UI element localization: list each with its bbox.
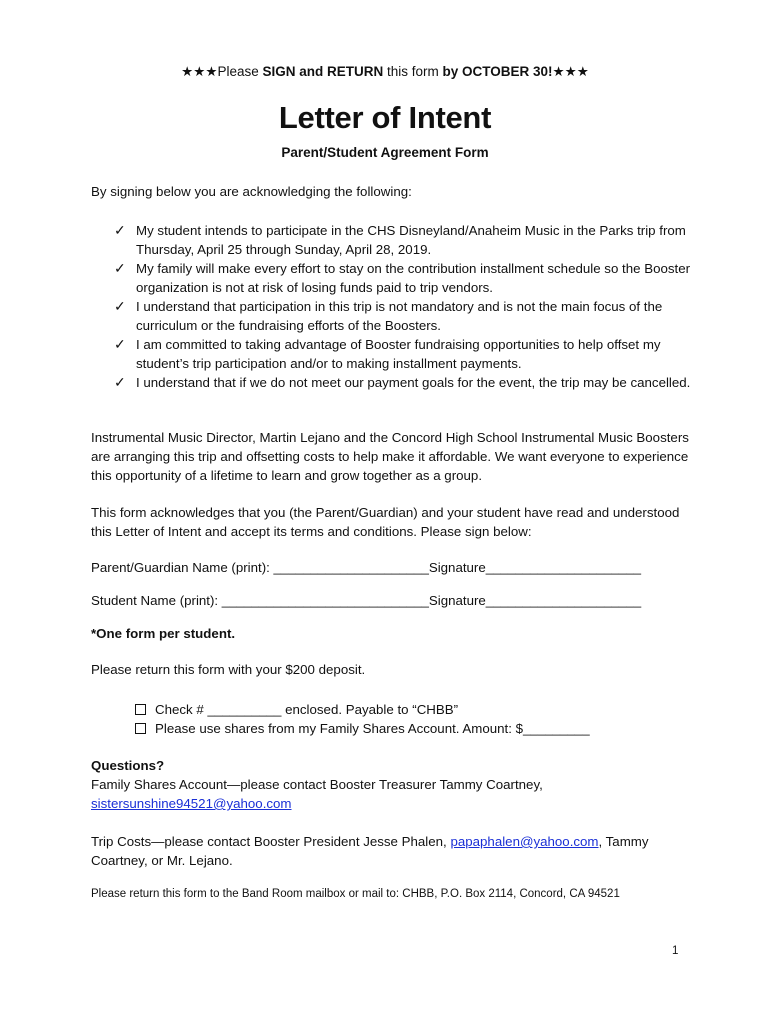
page-title: Letter of Intent xyxy=(278,100,492,135)
banner-please: Please xyxy=(217,64,263,79)
payment-option-shares xyxy=(135,719,590,738)
director-paragraph: Instrumental Music Director, Martin Lejano and the Concord High School Instrumental Music Boosters are arranging this trip and offsetting costs to help make it affordable. We want everyone to experience this opportunity of a lifetime to learn and grow together as a group. xyxy=(91,430,689,483)
list-item-text: I am committed to taking advantage of Booster fundraising opportunities to help offset my student’s trip participation and/or to making installment payments. xyxy=(136,337,661,371)
banner-sign-return: SIGN and RETURN xyxy=(262,64,384,79)
checkmark-icon: ✓ xyxy=(114,260,126,276)
star-icons-right: ★★★ xyxy=(552,64,589,79)
list-item-text: I understand that participation in this trip is not mandatory and is not the main focus of the curriculum or the fundraising efforts of the Boosters. xyxy=(136,299,663,333)
one-form-note: *One form per student. xyxy=(91,626,236,641)
treasurer-email-link[interactable]: sistersunshine94521@yahoo.com xyxy=(91,796,292,811)
list-item xyxy=(114,373,694,392)
checkmark-icon: ✓ xyxy=(114,336,126,352)
list-item xyxy=(114,297,694,335)
list-item xyxy=(114,259,694,297)
family-shares-contact: Family Shares Account—please contact Booster Treasurer Tammy Coartney, xyxy=(91,777,543,792)
questions-heading: Questions? xyxy=(91,758,165,773)
list-item xyxy=(114,221,694,259)
trip-costs-suffix: , Tammy Coartney, or Mr. Lejano. xyxy=(91,834,649,868)
checkbox-icon[interactable] xyxy=(135,723,146,734)
banner-deadline: by OCTOBER 30! xyxy=(442,64,553,79)
payment-options xyxy=(135,700,590,738)
page-subtitle: Parent/Student Agreement Form xyxy=(281,145,489,160)
questions-section xyxy=(91,756,691,813)
checkmark-icon: ✓ xyxy=(114,374,126,390)
acknowledgement-paragraph: This form acknowledges that you (the Parent/Guardian) and your student have read and understood this Letter of Intent and accept its terms and conditions. Please sign below: xyxy=(91,505,680,539)
acknowledgement-list xyxy=(114,221,694,392)
list-item-text: My family will make every effort to stay on the contribution installment schedule so the Booster organization is not at risk of losing funds paid to trip vendors. xyxy=(136,261,691,295)
list-item xyxy=(114,335,694,373)
star-icons-left: ★★★ xyxy=(181,64,218,79)
trip-costs-contact xyxy=(91,832,691,870)
banner-this-form: this form xyxy=(383,64,443,79)
page-number: 1 xyxy=(672,945,679,957)
payment-option-check xyxy=(135,700,590,719)
student-signature-line[interactable]: Student Name (print): ____________________________Signature_____________________ xyxy=(91,593,642,608)
checkbox-icon[interactable] xyxy=(135,704,146,715)
payment-option-label: Check # __________ enclosed. Payable to “CHBB” xyxy=(155,702,459,717)
deadline-banner xyxy=(0,64,770,80)
intro-text: By signing below you are acknowledging the following: xyxy=(91,184,412,199)
president-email-link[interactable]: papaphalen@yahoo.com xyxy=(450,834,599,849)
parent-signature-line[interactable]: Parent/Guardian Name (print): _____________________Signature_____________________ xyxy=(91,560,642,575)
checkmark-icon: ✓ xyxy=(114,298,126,314)
return-address-note: Please return this form to the Band Room mailbox or mail to: CHBB, P.O. Box 2114, Concord, CA 94521 xyxy=(91,888,620,900)
trip-costs-prefix: Trip Costs—please contact Booster President Jesse Phalen, xyxy=(91,834,451,849)
deposit-note: Please return this form with your $200 deposit. xyxy=(91,662,366,677)
checkmark-icon: ✓ xyxy=(114,222,126,238)
list-item-text: I understand that if we do not meet our payment goals for the event, the trip may be cancelled. xyxy=(136,375,691,390)
list-item-text: My student intends to participate in the CHS Disneyland/Anaheim Music in the Parks trip from Thursday, April 25 through Sunday, April 28, 2019. xyxy=(136,223,686,257)
payment-option-label: Please use shares from my Family Shares Account. Amount: $_________ xyxy=(155,721,590,736)
